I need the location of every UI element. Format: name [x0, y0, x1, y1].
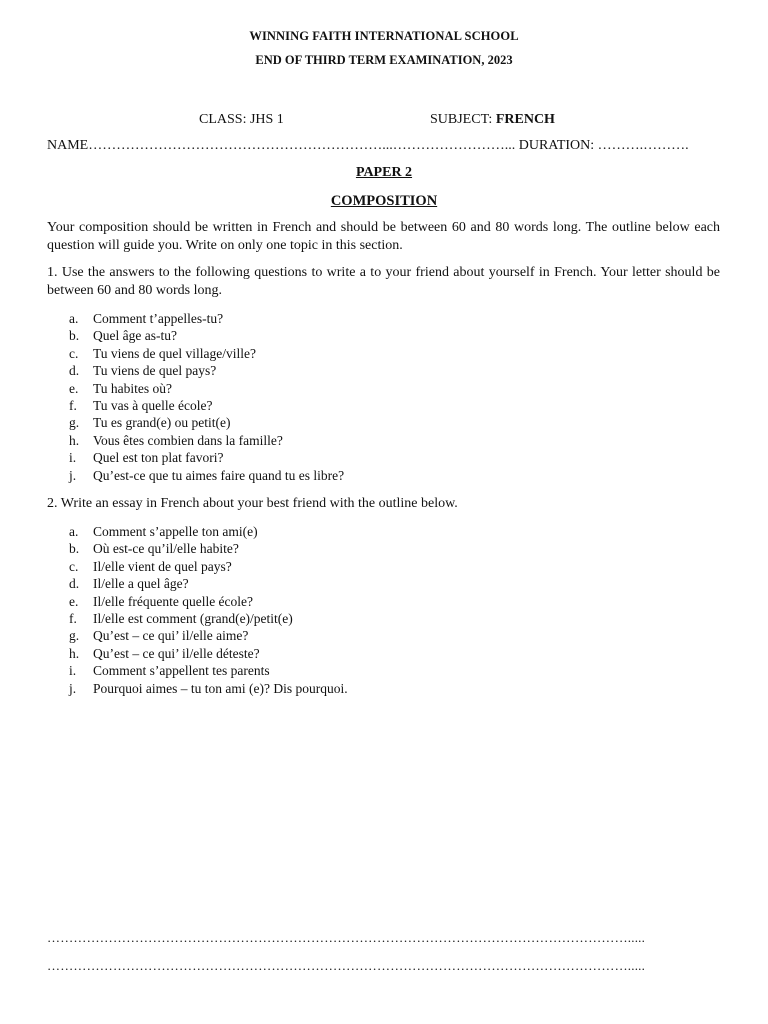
item-text: Il/elle fréquente quelle école? [93, 593, 254, 609]
section-title: COMPOSITION [330, 193, 438, 209]
item-letter: h. [69, 645, 80, 661]
question-2-outline [47, 523, 348, 697]
list-item [47, 575, 348, 592]
list-item [47, 467, 344, 484]
list-item [47, 327, 344, 344]
item-letter: g. [69, 415, 80, 431]
subject-label: SUBJECT: [430, 112, 496, 127]
item-text: Tu habites où? [93, 380, 173, 396]
item-text: Tu vas à quelle école? [93, 398, 213, 414]
item-text: Quel est ton plat favori? [93, 450, 224, 466]
question-1-text: 1. Use the answers to the following questions to write a to your friend about yourself in French. Your letter should be between 60 and 80 words long. [47, 265, 720, 298]
answer-line[interactable]: ……………………………………………………………………………………………………………………..... [47, 930, 646, 945]
item-letter: d. [69, 576, 80, 592]
subject-field [430, 111, 555, 129]
item-text: Qu’est – ce qui’ il/elle aime? [93, 628, 249, 644]
item-text: Comment s’appellent tes parents [93, 663, 270, 679]
item-letter: h. [69, 432, 80, 448]
list-item [47, 345, 344, 362]
item-letter: b. [69, 541, 80, 557]
item-letter: c. [69, 558, 79, 574]
item-text: Qu’est – ce qui’ il/elle déteste? [93, 645, 260, 661]
item-text: Tu es grand(e) ou petit(e) [93, 415, 231, 431]
list-item [47, 540, 348, 557]
question-2-text: 2. Write an essay in French about your best friend with the outline below. [47, 496, 458, 511]
item-text: Qu’est-ce que tu aimes faire quand tu es libre? [93, 467, 345, 483]
exam-title: END OF THIRD TERM EXAMINATION, 2023 [255, 53, 513, 67]
item-letter: b. [69, 328, 80, 344]
item-letter: c. [69, 345, 79, 361]
list-item [47, 449, 344, 466]
item-text: Il/elle a quel âge? [93, 576, 189, 592]
item-letter: a. [69, 524, 79, 539]
item-text: Comment s’appelle ton ami(e) [93, 524, 258, 539]
list-item [47, 414, 344, 431]
list-item [47, 380, 344, 397]
item-text: Vous êtes combien dans la famille? [93, 432, 283, 448]
item-letter: j. [69, 680, 77, 696]
list-item [47, 680, 348, 697]
item-letter: d. [69, 363, 80, 379]
item-letter: i. [69, 663, 77, 679]
item-text: Il/elle est comment (grand(e)/petit(e) [93, 611, 293, 627]
answer-line[interactable]: ……………………………………………………………………………………………………………………..... [47, 958, 646, 973]
list-item [47, 432, 344, 449]
item-letter: j. [69, 467, 77, 483]
list-item [47, 593, 348, 610]
list-item [47, 558, 348, 575]
item-letter: f. [69, 611, 77, 627]
list-item [47, 310, 344, 327]
list-item [47, 610, 348, 627]
list-item [47, 645, 348, 662]
instructions-paragraph: Your composition should be written in French and should be between 60 and 80 words long. The outline below each question will guide you. Write on only one topic in this section. [47, 220, 720, 253]
school-name: WINNING FAITH INTERNATIONAL SCHOOL [249, 29, 519, 43]
item-text: Il/elle vient de quel pays? [93, 558, 232, 574]
item-text: Tu viens de quel village/ville? [93, 345, 256, 361]
item-letter: e. [69, 380, 79, 396]
item-letter: f. [69, 398, 77, 414]
item-text: Quel âge as-tu? [93, 328, 177, 344]
item-letter: i. [69, 450, 77, 466]
subject-value: FRENCH [495, 112, 555, 127]
item-text: Comment t’appelles-tu? [93, 311, 224, 326]
list-item [47, 397, 344, 414]
list-item [47, 523, 348, 540]
list-item [47, 662, 348, 679]
list-item [47, 362, 344, 379]
item-text: Où est-ce qu’il/elle habite? [93, 541, 239, 557]
item-letter: a. [69, 311, 79, 326]
list-item [47, 627, 348, 644]
question-1-outline [47, 310, 344, 484]
item-letter: g. [69, 628, 80, 644]
item-text: Pourquoi aimes – tu ton ami (e)? Dis pourquoi. [93, 680, 348, 696]
class-label: CLASS: JHS 1 [199, 112, 284, 127]
item-text: Tu viens de quel pays? [93, 363, 217, 379]
paper-title: PAPER 2 [355, 165, 413, 180]
item-letter: e. [69, 593, 79, 609]
name-duration-line: NAME………………………………………………………...……………………... DURATION: ……….………. [47, 138, 689, 153]
